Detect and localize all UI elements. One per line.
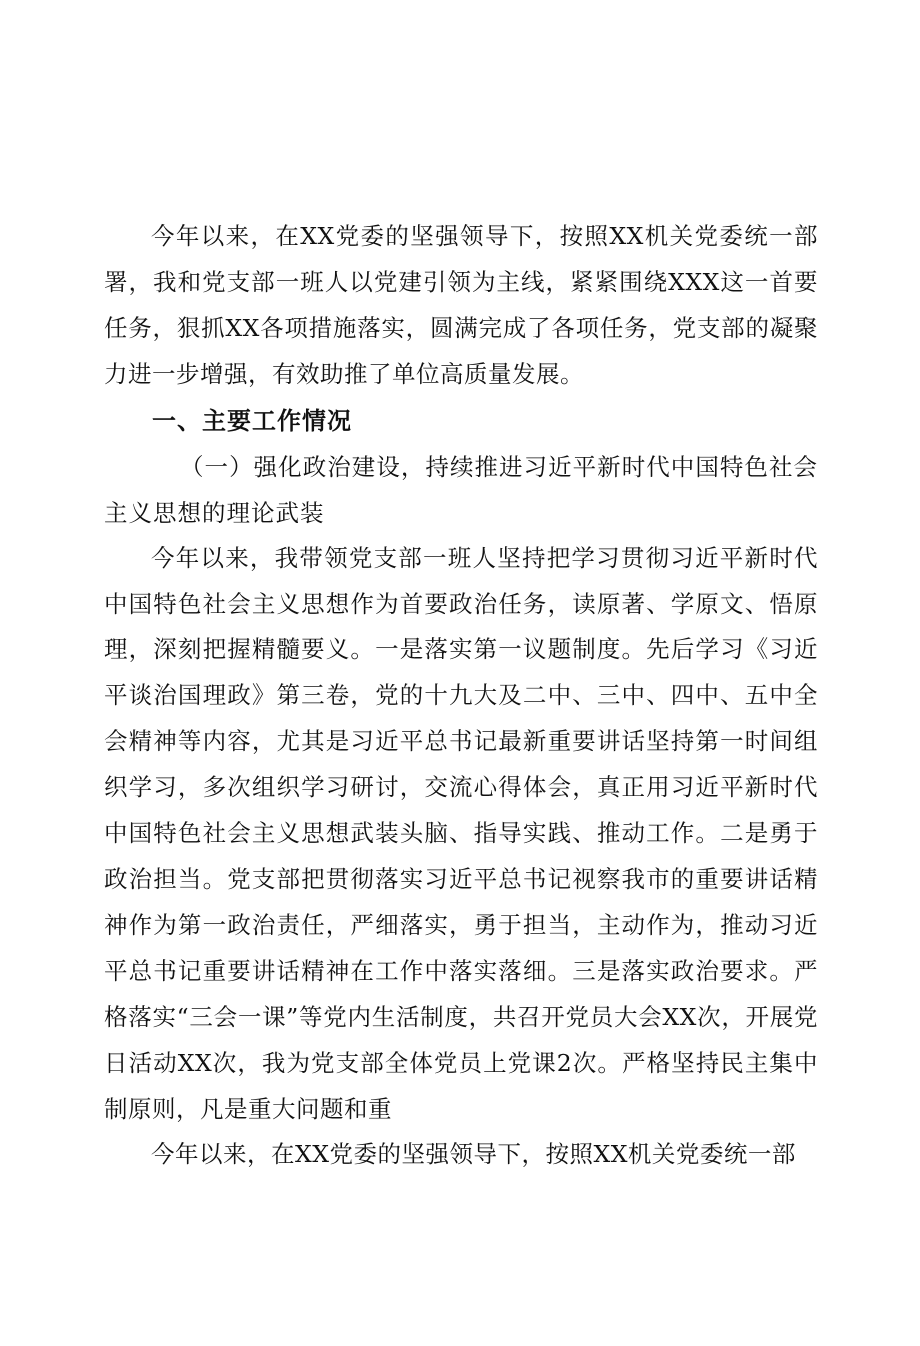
body-paragraph: 今年以来，我带领党支部一班人坚持把学习贯彻习近平新时代中国特色社会主义思想作为首要政治任务，读原著、学原文、悟原理，深刻把握精髓要义。一是落实第一议题制度。先后学习《习近平谈治国理政》第三卷，党的十九大及二中、三中、四中、五中全会精神等内容，尤其是习近平总书记最新重要讲话坚持第一时间组织学习，多次组织学习研讨，交流心得体会，真正用习近平新时代中国特色社会主义思想武装头脑、指导实践、推动工作。二是勇于政治担当。党支部把贯彻落实习近平总书记视察我市的重要讲话精神作为第一政治责任，严细落实，勇于担当，主动作为，推动习近平总书记重要讲话精神在工作中落实落细。三是落实政治要求。严格落实“三会一课”等党内生活制度，共召开党员大会XX次，开展党日活动XX次，我为党支部全体党员上党课2次。严格坚持民主集中制原则，凡是重大问题和重 — [104, 543, 818, 1123]
section-heading: 一、主要工作情况 — [152, 406, 352, 435]
document-body — [104, 214, 818, 1178]
intro-paragraph: 今年以来，在XX党委的坚强领导下，按照XX机关党委统一部署，我和党支部一班人以党建引领为主线，紧紧围绕XXX这一首要任务，狠抓XX各项措施落实，圆满完成了各项任务，党支部的凝聚力进一步增强，有效助推了单位高质量发展。 — [104, 222, 818, 388]
subsection-heading: （一）强化政治建设，持续推进习近平新时代中国特色社会主义思想的理论武装 — [104, 452, 818, 527]
trailing-paragraph: 今年以来，在XX党委的坚强领导下，按照XX机关党委统一部 — [151, 1140, 796, 1169]
